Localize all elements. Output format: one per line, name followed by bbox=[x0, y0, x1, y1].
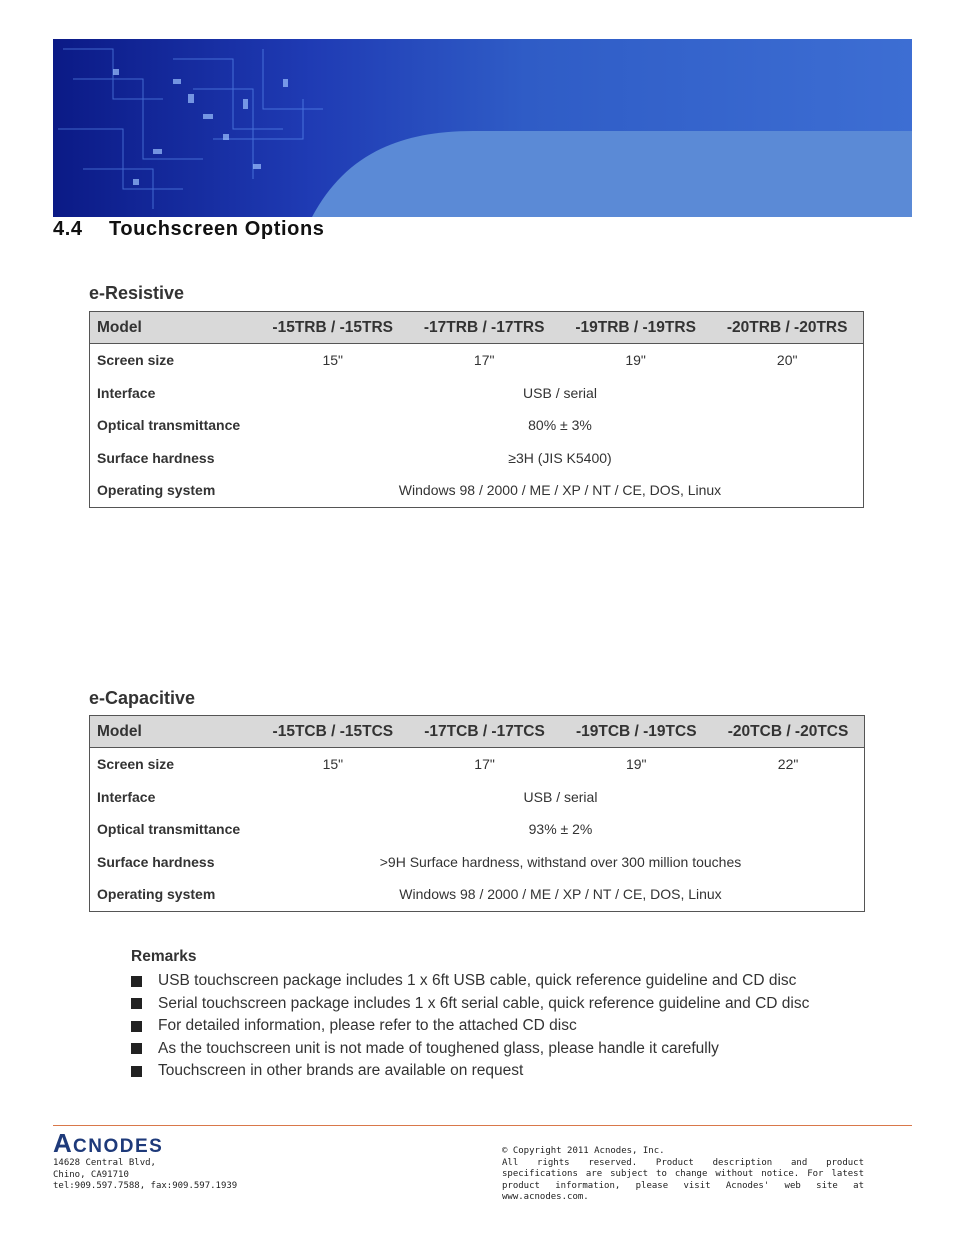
square-bullet-icon bbox=[131, 976, 142, 987]
header-cell: -15TRB / -15TRS bbox=[257, 312, 408, 344]
table-cell: 15" bbox=[322, 756, 344, 773]
table-cell: 19" bbox=[625, 756, 647, 773]
table-cell: 19" bbox=[625, 352, 646, 369]
table-row bbox=[90, 474, 864, 507]
remark-text: Touchscreen in other brands are available on request bbox=[158, 1062, 524, 1080]
table-cell: ≥3H (JIS K5400) bbox=[508, 449, 612, 466]
table-header-row bbox=[90, 716, 865, 748]
copyright-text: All rights reserved. Product description and product specifications are subject to change without notice. For latest product information, please visit Acnodes' web site at www.acnodes.com. bbox=[502, 1157, 864, 1202]
header-cell: Model bbox=[90, 716, 258, 748]
square-bullet-icon bbox=[131, 998, 142, 1009]
acnodes-logo-icon bbox=[53, 1130, 213, 1156]
table-row bbox=[90, 846, 865, 879]
svg-text:CNODES: CNODES bbox=[73, 1136, 164, 1156]
row-label: Operating system bbox=[97, 482, 216, 499]
table-cell: Windows 98 / 2000 / ME / XP / NT / CE, DOS, Linux bbox=[398, 482, 722, 499]
remarks-title: Remarks bbox=[131, 948, 197, 965]
table-cell: Windows 98 / 2000 / ME / XP / NT / CE, DOS, Linux bbox=[399, 886, 722, 903]
copyright-notice bbox=[502, 1146, 864, 1204]
header-cell: Model bbox=[90, 312, 258, 344]
table-cell: >9H Surface hardness, withstand over 300 million touches bbox=[379, 853, 742, 870]
row-label: Optical transmittance bbox=[97, 417, 241, 434]
copyright-line: © Copyright 2011 Acnodes, Inc. bbox=[502, 1146, 665, 1156]
square-bullet-icon bbox=[131, 1043, 142, 1054]
row-label: Surface hardness bbox=[97, 853, 215, 870]
table-cell: 15" bbox=[322, 352, 343, 369]
address-line: Chino, CA91710 bbox=[53, 1169, 129, 1180]
header-banner bbox=[53, 39, 912, 217]
header-cell: -19TRB / -19TRS bbox=[560, 312, 711, 344]
square-bullet-icon bbox=[131, 1066, 142, 1077]
row-label: Surface hardness bbox=[97, 449, 215, 466]
list-item bbox=[131, 1015, 809, 1038]
table-row bbox=[90, 344, 864, 377]
header-cell: -19TCB / -19TCS bbox=[560, 716, 712, 748]
list-item bbox=[131, 1060, 809, 1083]
table-row bbox=[90, 409, 864, 442]
row-label: Interface bbox=[97, 384, 156, 401]
header-cell: -20TCB / -20TCS bbox=[712, 716, 864, 748]
address-line: tel:909.597.7588, fax:909.597.1939 bbox=[53, 1181, 238, 1191]
header-cell: -17TRB / -17TRS bbox=[408, 312, 559, 344]
table-row bbox=[90, 377, 864, 410]
row-label: Operating system bbox=[97, 886, 216, 903]
capacitive-caption: e-Capacitive bbox=[89, 688, 196, 708]
table-header-row bbox=[90, 312, 864, 344]
header-cell: -20TRB / -20TRS bbox=[711, 312, 863, 344]
company-address bbox=[53, 1158, 237, 1193]
circuit-board-banner-image bbox=[53, 39, 912, 217]
table-cell: 17" bbox=[474, 756, 495, 773]
square-bullet-icon bbox=[131, 1021, 142, 1032]
table-row bbox=[90, 748, 865, 781]
list-item bbox=[131, 970, 809, 993]
remark-text: For detailed information, please refer to the attached CD disc bbox=[158, 1017, 577, 1035]
table-cell: USB / serial bbox=[523, 788, 598, 805]
table-row bbox=[90, 878, 865, 911]
header-cell: -15TCB / -15TCS bbox=[257, 716, 409, 748]
capacitive-spec-table bbox=[89, 715, 865, 912]
table-row bbox=[90, 813, 865, 846]
table-cell: 17" bbox=[473, 352, 495, 369]
row-label: Screen size bbox=[97, 756, 175, 773]
remarks-section bbox=[131, 948, 809, 1083]
list-item bbox=[131, 993, 809, 1016]
remark-text: As the touchscreen unit is not made of toughened glass, please handle it carefully bbox=[158, 1039, 719, 1057]
row-label: Interface bbox=[97, 788, 156, 805]
section-title: Touchscreen Options bbox=[109, 218, 325, 240]
header-cell: -17TCB / -17TCS bbox=[409, 716, 561, 748]
svg-text:A: A bbox=[53, 1130, 73, 1156]
section-number: 4.4 bbox=[53, 218, 83, 240]
remark-text: Serial touchscreen package includes 1 x 6ft serial cable, quick reference guideline and CD disc bbox=[158, 994, 810, 1012]
resistive-caption: e-Resistive bbox=[89, 283, 185, 303]
table-cell: 80% ± 3% bbox=[528, 417, 592, 434]
list-item bbox=[131, 1038, 809, 1061]
address-line: 14628 Central Blvd, bbox=[53, 1158, 156, 1168]
table-row bbox=[90, 442, 864, 475]
table-cell: 93% ± 2% bbox=[528, 821, 593, 838]
remark-text: USB touchscreen package includes 1 x 6ft USB cable, quick reference guideline and CD disc bbox=[158, 972, 797, 990]
footer-divider bbox=[53, 1125, 912, 1126]
section-heading bbox=[53, 218, 325, 241]
table-cell: 20" bbox=[776, 352, 798, 369]
resistive-spec-table bbox=[89, 311, 864, 508]
row-label: Optical transmittance bbox=[97, 821, 241, 838]
acnodes-logo bbox=[53, 1130, 213, 1161]
table-row bbox=[90, 781, 865, 814]
table-cell: USB / serial bbox=[523, 384, 597, 401]
row-label: Screen size bbox=[97, 352, 175, 369]
table-cell: 22" bbox=[777, 756, 799, 773]
